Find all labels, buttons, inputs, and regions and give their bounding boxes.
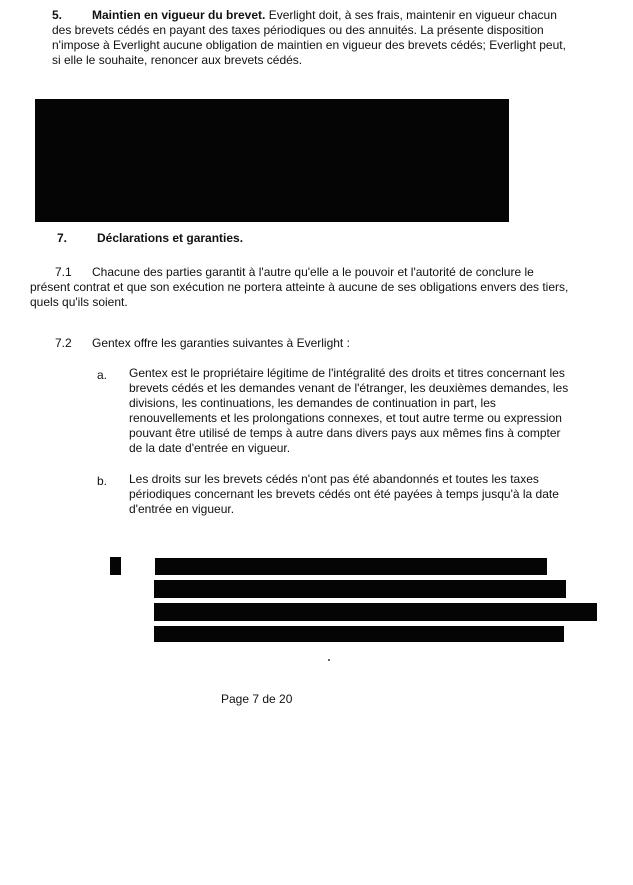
- item-b: [129, 472, 609, 517]
- section-7-title: Déclarations et garanties.: [97, 231, 244, 245]
- section-5-number: 5.: [52, 8, 63, 22]
- section-5-line-2: des brevets cédés en payant des taxes périodiques ou des annuités. La présente disposition: [52, 23, 544, 37]
- redaction-mark-small: [110, 557, 121, 575]
- clause-7-2-number: 7.2: [55, 336, 72, 350]
- item-a-line-3: divisions, les continuations, les demandes de continuation in part, les: [129, 396, 496, 410]
- item-a-line-6: de la date d'entrée en vigueur.: [129, 441, 291, 455]
- item-a-line-1: Gentex est le propriétaire légitime de l'intégralité des droits et titres concernant les: [129, 366, 565, 380]
- clause-7-1-number: 7.1: [55, 265, 72, 279]
- clause-7-1: [30, 265, 610, 310]
- clause-7-1-line-3: quels qu'ils soient.: [30, 295, 128, 309]
- item-a-line-5: pouvant être utilisé de temps à autre dans divers pays aux mêmes fins à compter: [129, 426, 561, 440]
- section-5-line-1: Everlight doit, à ses frais, maintenir en vigueur chacun: [268, 8, 557, 22]
- clause-7-2-text: Gentex offre les garanties suivantes à Everlight :: [92, 336, 350, 350]
- section-7-heading: [57, 231, 243, 246]
- item-b-line-1: Les droits sur les brevets cédés n'ont pas été abandonnés et toutes les taxes: [129, 472, 539, 486]
- speck-mark: [328, 659, 330, 661]
- item-a-line-4: renouvellements et les prolongations connexes, et tout autre terme ou expression: [129, 411, 562, 425]
- section-7-number: 7.: [57, 231, 68, 245]
- redaction-block: [35, 99, 509, 222]
- section-5-title: Maintien en vigueur du brevet.: [92, 8, 266, 22]
- section-5-line-3: n'impose à Everlight aucune obligation de maintien en vigueur des brevets cédés; Everlight peut,: [52, 38, 566, 52]
- section-5-line-4: si elle le souhaite, renoncer aux brevets cédés.: [52, 53, 303, 67]
- section-5: [52, 8, 612, 68]
- clause-7-2: [55, 336, 350, 351]
- clause-7-1-line-2: présent contrat et que son exécution ne portera atteinte à aucune de ses obligations envers des tiers,: [30, 280, 569, 294]
- item-b-line-3: d'entrée en vigueur.: [129, 502, 235, 516]
- redaction-line-1: [155, 558, 547, 575]
- redaction-line-4: [154, 626, 564, 642]
- item-a-line-2: brevets cédés et les demandes venant de l'étranger, les deuxièmes demandes, les: [129, 381, 569, 395]
- page-number: Page 7 de 20: [221, 692, 293, 706]
- item-a: [129, 366, 609, 456]
- redaction-line-2: [154, 580, 566, 598]
- item-b-line-2: périodiques concernant les brevets cédés ont été payées à temps jusqu'à la date: [129, 487, 559, 501]
- item-a-letter: a.: [97, 368, 108, 382]
- clause-7-1-line-1: Chacune des parties garantit à l'autre qu'elle a le pouvoir et l'autorité de conclure le: [92, 265, 534, 279]
- redaction-line-3: [154, 603, 597, 621]
- item-b-letter: b.: [97, 474, 108, 488]
